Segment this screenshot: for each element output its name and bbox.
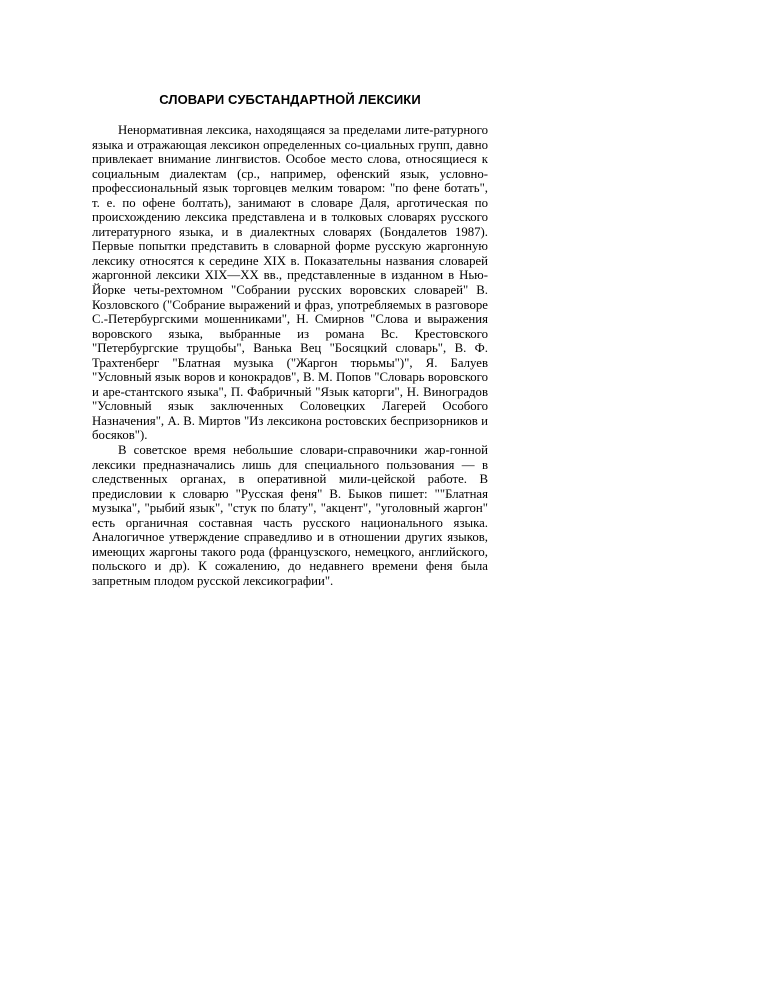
body-text [92, 123, 488, 589]
paragraph-1: Ненормативная лексика, находящаяся за пределами лите-ратурного языка и отражающая лексикон определенных со-циальных групп, давно привлекает внимание лингвистов. Особое место слова, относящиеся к социальным диалектам (ср., например, офенский язык, условно-профессиональный язык торговцев мелким товаром: "по фене ботать", т. е. по офене болтать), занимают в словаре Даля, арготическая по происхождению лексика представлена и в толковых словарях русского литературного языка, и в диалектных словарях (Бондалетов 1987). Первые попытки представить в словарной форме русскую жаргонную лексику относятся к середине XIX в. Показательны названия словарей жаргонной лексики XIX—XX вв., представленные в изданном в Нью-Йорке четы-рехтомном "Собрании русских воровских словарей" В. Козловского ("Собрание выражений и фраз, употребляемых в разговоре С.-Петербургскими мошенниками", Н. Смирнов "Слова и выражения воровского языка, выбранные из романа Вс. Крестовского "Петербургские трущобы", Ванька Вец "Босяцкий словарь", В. Ф. Трахтенберг "Блатная музыка ("Жаргон тюрьмы")", Я. Балуев "Условный язык воров и конокрадов", В. М. Попов "Словарь воровского и аре-стантского языка", П. Фабричный "Язык каторги", Н. Виноградов "Условный язык заключенных Соловецких Лагерей Особого Назначения", А. В. Миртов "Из лексикона ростовских беспризорников и босяков"). [92, 123, 488, 443]
paragraph-2: В советское время небольшие словари-справочники жар-гонной лексики предназначались лишь для специального пользования — в следственных органах, в оперативной мили-цейской работе. В предисловии к словарю "Русская феня" В. Быков пишет: ""Блатная музыка", "рыбий язык", "стук по блату", "акцент", "уголовный жаргон" есть органичная составная часть русского национального языка. Аналогичное утверждение справедливо и в отношении других языков, имеющих жаргоны такого рода (французского, немецкого, английского, польского и др). К сожалению, до недавнего времени феня была запретным плодом русской лексикографии". [92, 443, 488, 588]
page-title: СЛОВАРИ СУБСТАНДАРТНОЙ ЛЕКСИКИ [159, 92, 421, 107]
